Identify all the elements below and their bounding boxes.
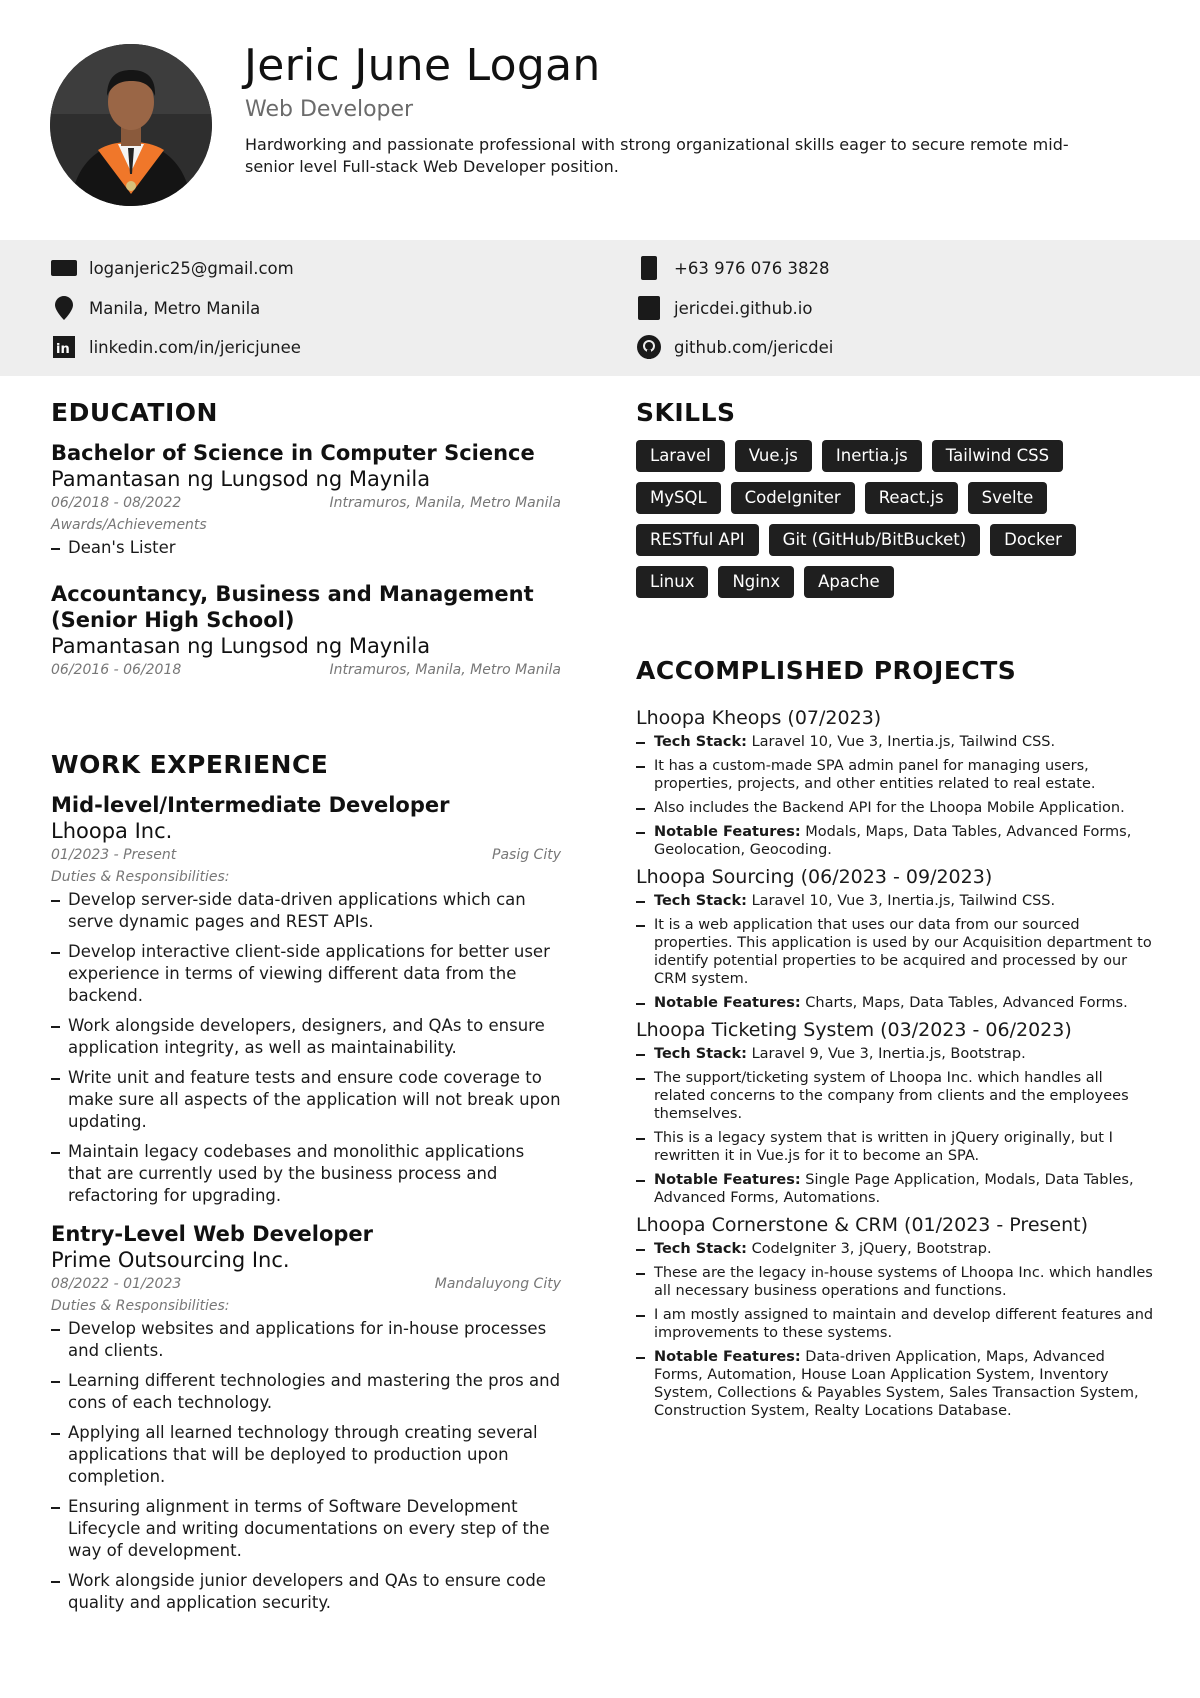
- list-item: These are the legacy in-house systems of Lhoopa Inc. which handles all necessary business operations and functions.: [636, 1264, 1156, 1300]
- list-item: This is a legacy system that is written in jQuery originally, but I rewritten it in Vue.js for it to become an SPA.: [636, 1129, 1156, 1165]
- skill-chip: RESTful API: [636, 524, 759, 556]
- awards-list: [51, 537, 561, 559]
- education-heading: EDUCATION: [51, 398, 218, 427]
- project-details: [636, 1240, 1156, 1420]
- work-dates: 08/2022 - 01/2023: [51, 1276, 182, 1292]
- awards-label: Awards/Achievements: [51, 517, 207, 533]
- list-item: Work alongside developers, designers, and QAs to ensure application integrity, as well as maintainability.: [51, 1015, 561, 1059]
- project-title: Lhoopa Cornerstone & CRM (01/2023 - Present): [636, 1214, 1089, 1236]
- work-meta: [51, 847, 561, 863]
- tech-stack-label: Tech Stack:: [654, 734, 747, 750]
- work-heading: WORK EXPERIENCE: [51, 750, 329, 779]
- education-item: [51, 440, 561, 559]
- contact-location: [51, 298, 260, 318]
- list-item: Learning different technologies and mastering the pros and cons of each technology.: [51, 1370, 561, 1414]
- contact-github[interactable]: [636, 337, 833, 357]
- skill-row: [636, 524, 1156, 556]
- github-icon: [636, 337, 662, 357]
- skill-chip: Laravel: [636, 440, 725, 472]
- list-item: Dean's Lister: [51, 537, 561, 559]
- work-dates: 01/2023 - Present: [51, 847, 177, 863]
- education-item: [51, 581, 561, 678]
- features-label: Notable Features:: [654, 824, 801, 840]
- role-title: Entry-Level Web Developer: [51, 1222, 374, 1246]
- linkedin-text: linkedin.com/in/jericjunee: [89, 337, 301, 357]
- tech-stack-value: Laravel 9, Vue 3, Inertia.js, Bootstrap.: [751, 1046, 1026, 1062]
- list-item: [636, 892, 1156, 910]
- skills-heading: SKILLS: [636, 398, 736, 427]
- location-text: Manila, Metro Manila: [89, 298, 261, 318]
- contact-linkedin[interactable]: [51, 337, 301, 357]
- skill-row: [636, 482, 1156, 514]
- list-item: The support/ticketing system of Lhoopa Inc. which handles all related concerns to the company from clients and the employees themselves.: [636, 1069, 1156, 1123]
- phone-icon: [636, 258, 662, 278]
- project-details: [636, 733, 1156, 859]
- list-item: Also includes the Backend API for the Lhoopa Mobile Application.: [636, 799, 1156, 817]
- work-item: [51, 1221, 561, 1614]
- project-item: [636, 1213, 1156, 1420]
- project-item: [636, 706, 1156, 859]
- skill-chip: Nginx: [718, 566, 794, 598]
- school-name: Pamantasan ng Lungsod ng Maynila: [51, 634, 431, 658]
- education-meta: [51, 495, 561, 511]
- education-dates: 06/2016 - 06/2018: [51, 662, 182, 678]
- list-item: It has a custom-made SPA admin panel for managing users, properties, projects, and other entities related to real estate.: [636, 757, 1156, 793]
- project-details: [636, 892, 1156, 1012]
- contact-phone[interactable]: [636, 258, 830, 278]
- skill-row: [636, 440, 1156, 472]
- work-section: [51, 792, 561, 1622]
- project-item: [636, 865, 1156, 1012]
- contact-email[interactable]: [51, 258, 294, 278]
- list-item: Develop websites and applications for in-house processes and clients.: [51, 1318, 561, 1362]
- work-location: Mandaluyong City: [434, 1276, 561, 1292]
- education-location: Intramuros, Manila, Metro Manila: [329, 495, 561, 511]
- list-item: It is a web application that uses our data from our sourced properties. This application is used by our Acquisition department to identify potential properties to be acquired and processed by our CRM system.: [636, 916, 1156, 988]
- list-item: [636, 1045, 1156, 1063]
- skill-chip: Apache: [804, 566, 894, 598]
- skill-chip: React.js: [865, 482, 958, 514]
- list-item: [636, 733, 1156, 751]
- skill-chip: Svelte: [968, 482, 1048, 514]
- contact-bar: [0, 240, 1200, 376]
- tech-stack-value: Laravel 10, Vue 3, Inertia.js, Tailwind CSS.: [751, 734, 1056, 750]
- project-details: [636, 1045, 1156, 1207]
- company-name: Lhoopa Inc.: [51, 819, 173, 843]
- features-value: Charts, Maps, Data Tables, Advanced Forms.: [805, 995, 1128, 1011]
- list-item: [636, 823, 1156, 859]
- website-icon: [636, 298, 662, 318]
- skill-chip: CodeIgniter: [731, 482, 855, 514]
- work-item: [51, 792, 561, 1207]
- skill-chip: MySQL: [636, 482, 721, 514]
- tech-stack-value: Laravel 10, Vue 3, Inertia.js, Tailwind CSS.: [751, 893, 1056, 909]
- skills-section: [636, 440, 1156, 608]
- skill-row: [636, 566, 1156, 598]
- features-label: Notable Features:: [654, 995, 801, 1011]
- resume-header: [0, 0, 1200, 240]
- project-item: [636, 1018, 1156, 1207]
- tech-stack-value: CodeIgniter 3, jQuery, Bootstrap.: [751, 1241, 992, 1257]
- education-section: [51, 440, 561, 678]
- skill-chip: Docker: [990, 524, 1076, 556]
- degree-title: Accountancy, Business and Management (Senior High School): [51, 582, 534, 632]
- list-item: [636, 1171, 1156, 1207]
- school-name: Pamantasan ng Lungsod ng Maynila: [51, 467, 431, 491]
- list-item: Ensuring alignment in terms of Software Development Lifecycle and writing documentations on every step of the way of development.: [51, 1496, 561, 1562]
- work-location: Pasig City: [492, 847, 561, 863]
- list-item: Write unit and feature tests and ensure code coverage to make sure all aspects of the application will not break upon updating.: [51, 1067, 561, 1133]
- features-value: Single Page Application, Modals, Data Tables, Advanced Forms, Automations.: [654, 1172, 1134, 1206]
- skill-chip: Inertia.js: [822, 440, 922, 472]
- features-value: Modals, Maps, Data Tables, Advanced Forms, Geolocation, Geocoding.: [654, 824, 1132, 858]
- skill-chip: Git (GitHub/BitBucket): [769, 524, 981, 556]
- email-icon: [51, 258, 77, 278]
- skill-chip: Tailwind CSS: [932, 440, 1063, 472]
- list-item: Develop interactive client-side applications for better user experience in terms of viewing different data from the backend.: [51, 941, 561, 1007]
- role-title: Mid-level/Intermediate Developer: [51, 793, 450, 817]
- list-item: I am mostly assigned to maintain and develop different features and improvements to these systems.: [636, 1306, 1156, 1342]
- project-title: Lhoopa Ticketing System (03/2023 - 06/2023): [636, 1019, 1072, 1041]
- company-name: Prime Outsourcing Inc.: [51, 1248, 290, 1272]
- project-title: Lhoopa Kheops (07/2023): [636, 707, 882, 729]
- features-value: Data-driven Application, Maps, Advanced Forms, Automation, House Loan Application System, Inventory System, Collections & Payables System, Sales Transaction System, Construction System, Realty Locations Database.: [654, 1349, 1139, 1419]
- linkedin-icon: [51, 337, 77, 357]
- email-text: loganjeric25@gmail.com: [89, 258, 294, 278]
- skill-chip: Linux: [636, 566, 708, 598]
- svg-text:in: in: [56, 342, 70, 357]
- candidate-name: Jeric June Logan: [244, 40, 601, 91]
- list-item: Develop server-side data-driven applications which can serve dynamic pages and REST APIs.: [51, 889, 561, 933]
- candidate-title: Web Developer: [245, 97, 414, 122]
- contact-website[interactable]: [636, 298, 812, 318]
- education-dates: 06/2018 - 08/2022: [51, 495, 182, 511]
- duties-label: Duties & Responsibilities:: [51, 1298, 230, 1314]
- tech-stack-label: Tech Stack:: [654, 893, 747, 909]
- skill-chip: Vue.js: [735, 440, 812, 472]
- work-meta: [51, 1276, 561, 1292]
- duties-list: [51, 889, 561, 1207]
- education-location: Intramuros, Manila, Metro Manila: [329, 662, 561, 678]
- projects-heading: ACCOMPLISHED PROJECTS: [636, 656, 1017, 685]
- degree-title: Bachelor of Science in Computer Science: [51, 441, 535, 465]
- features-label: Notable Features:: [654, 1172, 801, 1188]
- list-item: [636, 994, 1156, 1012]
- list-item: [636, 1240, 1156, 1258]
- profile-photo: [50, 44, 212, 206]
- projects-section: [636, 700, 1156, 1426]
- phone-text: +63 976 076 3828: [674, 258, 830, 278]
- project-title: Lhoopa Sourcing (06/2023 - 09/2023): [636, 866, 993, 888]
- list-item: Work alongside junior developers and QAs to ensure code quality and application security.: [51, 1570, 561, 1614]
- location-pin-icon: [51, 298, 77, 318]
- duties-list: [51, 1318, 561, 1614]
- features-label: Notable Features:: [654, 1349, 801, 1365]
- list-item: [636, 1348, 1156, 1420]
- duties-label: Duties & Responsibilities:: [51, 869, 230, 885]
- list-item: Applying all learned technology through creating several applications that will be deployed to production upon completion.: [51, 1422, 561, 1488]
- website-text: jericdei.github.io: [674, 298, 813, 318]
- summary-text: Hardworking and passionate professional with strong organizational skills eager to secure remote mid-senior level Full-stack Web Developer position.: [245, 135, 1069, 176]
- tech-stack-label: Tech Stack:: [654, 1241, 747, 1257]
- tech-stack-label: Tech Stack:: [654, 1046, 747, 1062]
- list-item: Maintain legacy codebases and monolithic applications that are currently used by the business process and refactoring for upgrading.: [51, 1141, 561, 1207]
- github-text: github.com/jericdei: [674, 337, 834, 357]
- education-meta: [51, 662, 561, 678]
